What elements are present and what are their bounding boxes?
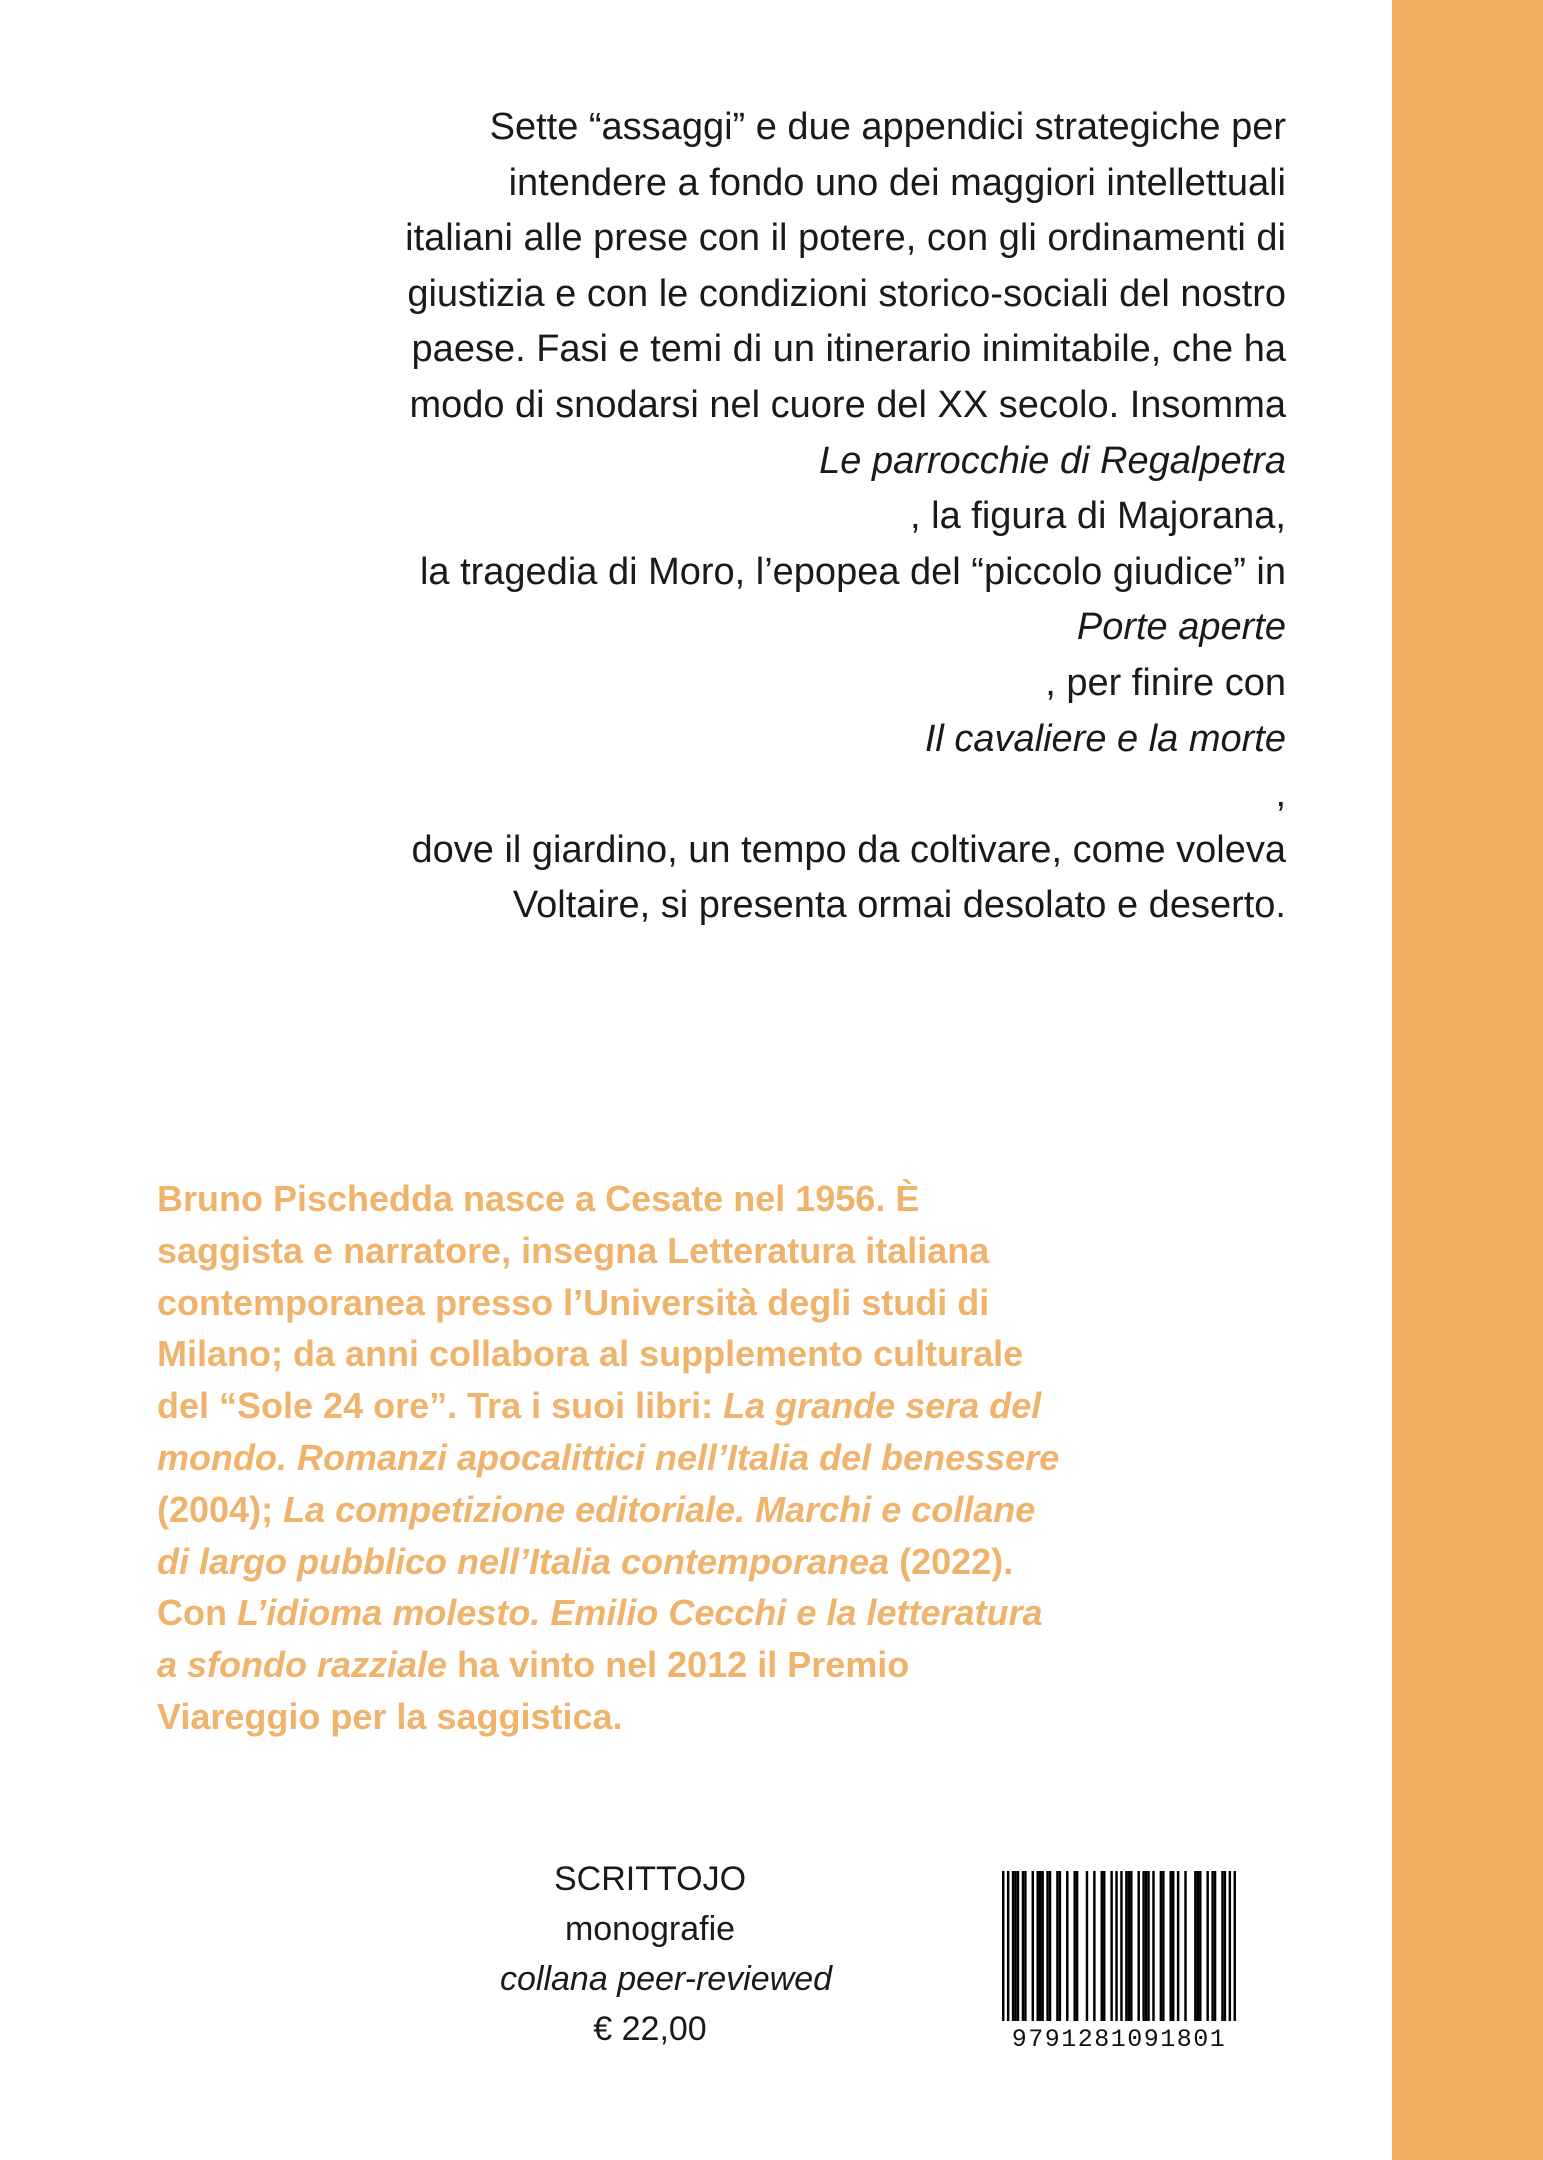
barcode-bar: [1145, 1871, 1147, 2021]
spine-color-band: [1392, 0, 1543, 2160]
barcode-bar: [1211, 1871, 1213, 2021]
barcode-bar: [1041, 1871, 1043, 2021]
barcode-bar: [1128, 1871, 1130, 2021]
book-title: mondo. Romanzi apocalittici nell’Italia del benessere: [157, 1436, 1060, 1478]
blurb-line: paese. Fasi e temi di un itinerario inimitabile, che ha: [411, 328, 1286, 371]
barcode-bar: [1036, 1871, 1038, 2021]
barcode-bar: [1152, 1871, 1154, 2021]
barcode-bar: [1206, 1871, 1208, 2021]
barcode-bar: [1014, 1871, 1016, 2021]
blurb-line: Voltaire, si presenta ormai desolato e deserto.: [512, 884, 1286, 927]
blurb-line: modo di snodarsi nel cuore del XX secolo. Insomma: [409, 383, 1286, 426]
barcode-bar: [1059, 1871, 1061, 2021]
barcode-bar: [1197, 1871, 1199, 2021]
barcode-bar: [1101, 1871, 1103, 2021]
barcode-bar: [1194, 1871, 1196, 2021]
barcode-bar: [1169, 1871, 1171, 2021]
barcode-bar: [1142, 1871, 1144, 2021]
barcode-bar: [1214, 1871, 1216, 2021]
bio-line: di largo pubblico nell’Italia contemporanea (2022).: [157, 1540, 1014, 1582]
barcode-bar: [1115, 1871, 1117, 2021]
bio-line: del “Sole 24 ore”. Tra i suoi libri: La grande sera del: [157, 1385, 1042, 1427]
price: € 22,00: [593, 2010, 707, 2048]
barcode-bar: [1120, 1871, 1122, 2021]
back-cover-blurb: [250, 100, 1286, 934]
blurb-line: la tragedia di Moro, l’epopea del “piccolo giudice” in: [419, 550, 1286, 593]
bio-line: saggista e narratore, insegna Letteratura italiana: [157, 1229, 990, 1271]
barcode-bar: [1221, 1871, 1223, 2021]
blurb-line: Sette “assaggi” e due appendici strategiche per: [489, 106, 1286, 148]
barcode-bar: [1125, 1871, 1127, 2021]
barcode-bar: [1103, 1871, 1105, 2021]
blurb-line: Le parrocchie di Regalpetra , la figura di Majorana,: [819, 439, 1286, 538]
book-title: L’idioma molesto. Emilio Cecchi e la letteratura: [236, 1592, 1043, 1634]
series-name: SCRITTOJO: [553, 1860, 747, 1898]
barcode-bar: [1224, 1871, 1226, 2021]
barcode-bar: [1130, 1871, 1132, 2021]
barcode-bar: [1032, 1871, 1034, 2021]
book-title: di largo pubblico nell’Italia contemporanea: [157, 1540, 890, 1582]
barcode-bar: [1002, 1871, 1004, 2021]
book-title: La competizione editoriale. Marchi e collane: [283, 1488, 1036, 1530]
barcode-bars: [1002, 1871, 1236, 2021]
barcode-bar: [1073, 1871, 1075, 2021]
barcode-bar: [1162, 1871, 1164, 2021]
subseries-name: monografie: [564, 1910, 736, 1948]
series-note: collana peer-reviewed: [500, 1960, 833, 1998]
barcode-bar: [1086, 1871, 1088, 2021]
blurb-line: intendere a fondo uno dei maggiori intellettuali: [508, 161, 1286, 204]
author-bio: [157, 1173, 1337, 1743]
bio-line: [157, 1432, 1337, 1484]
barcode-bar: [1147, 1871, 1149, 2021]
bio-line: Bruno Pischedda nasce a Cesate nel 1956. È: [157, 1178, 920, 1219]
book-title: Le parrocchie di Regalpetra: [819, 439, 1286, 482]
bio-line: a sfondo razziale ha vinto nel 2012 il Premio: [157, 1644, 910, 1686]
blurb-line: dove il giardino, un tempo da coltivare, come voleva: [411, 828, 1286, 871]
bio-line: Con L’idioma molesto. Emilio Cecchi e la letteratura: [157, 1592, 1043, 1634]
barcode-bar: [1184, 1871, 1186, 2021]
imprint-block: [500, 1854, 833, 2054]
barcode-bar: [1022, 1871, 1024, 2021]
blurb-line: giustizia e con le condizioni storico-sociali del nostro: [407, 272, 1286, 315]
barcode-bar: [1007, 1871, 1009, 2021]
book-title: a sfondo razziale: [157, 1644, 448, 1686]
isbn-barcode: [988, 1865, 1250, 2066]
bio-line: Milano; da anni collabora al supplemento culturale: [157, 1333, 1024, 1375]
barcode-bar: [1177, 1871, 1179, 2021]
blurb-line: Porte aperte , per finire con Il cavaliere e la morte ,: [924, 606, 1286, 816]
barcode-bar: [1039, 1871, 1041, 2021]
barcode-bar: [1012, 1871, 1014, 2021]
book-title: Il cavaliere e la morte: [924, 717, 1286, 760]
barcode-bar: [1229, 1871, 1231, 2021]
barcode-bar: [1093, 1871, 1095, 2021]
blurb-line: italiani alle prese con il potere, con gli ordinamenti di: [405, 217, 1286, 260]
bio-line: Viareggio per la saggistica.: [157, 1695, 623, 1737]
book-title: La grande sera del: [723, 1385, 1042, 1427]
barcode-bar: [1049, 1871, 1051, 2021]
barcode-bar: [1234, 1871, 1236, 2021]
barcode-bar: [1024, 1871, 1026, 2021]
barcode-bar: [1056, 1871, 1058, 2021]
bio-line: (2004); La competizione editoriale. Marchi e collane: [157, 1488, 1036, 1530]
barcode-bar: [1076, 1871, 1078, 2021]
barcode-bar: [1199, 1871, 1201, 2021]
barcode-bar: [1066, 1871, 1068, 2021]
barcode-bar: [1017, 1871, 1019, 2021]
barcode-bar: [1046, 1871, 1048, 2021]
book-title: Porte aperte: [1076, 606, 1286, 649]
barcode-bar: [1137, 1871, 1139, 2021]
barcode-bar: [1110, 1871, 1112, 2021]
barcode-bar: [1172, 1871, 1174, 2021]
isbn-number: 9791281091801: [1011, 2025, 1227, 2054]
bio-line: contemporanea presso l’Università degli studi di: [157, 1281, 990, 1323]
barcode-bar: [1160, 1871, 1162, 2021]
